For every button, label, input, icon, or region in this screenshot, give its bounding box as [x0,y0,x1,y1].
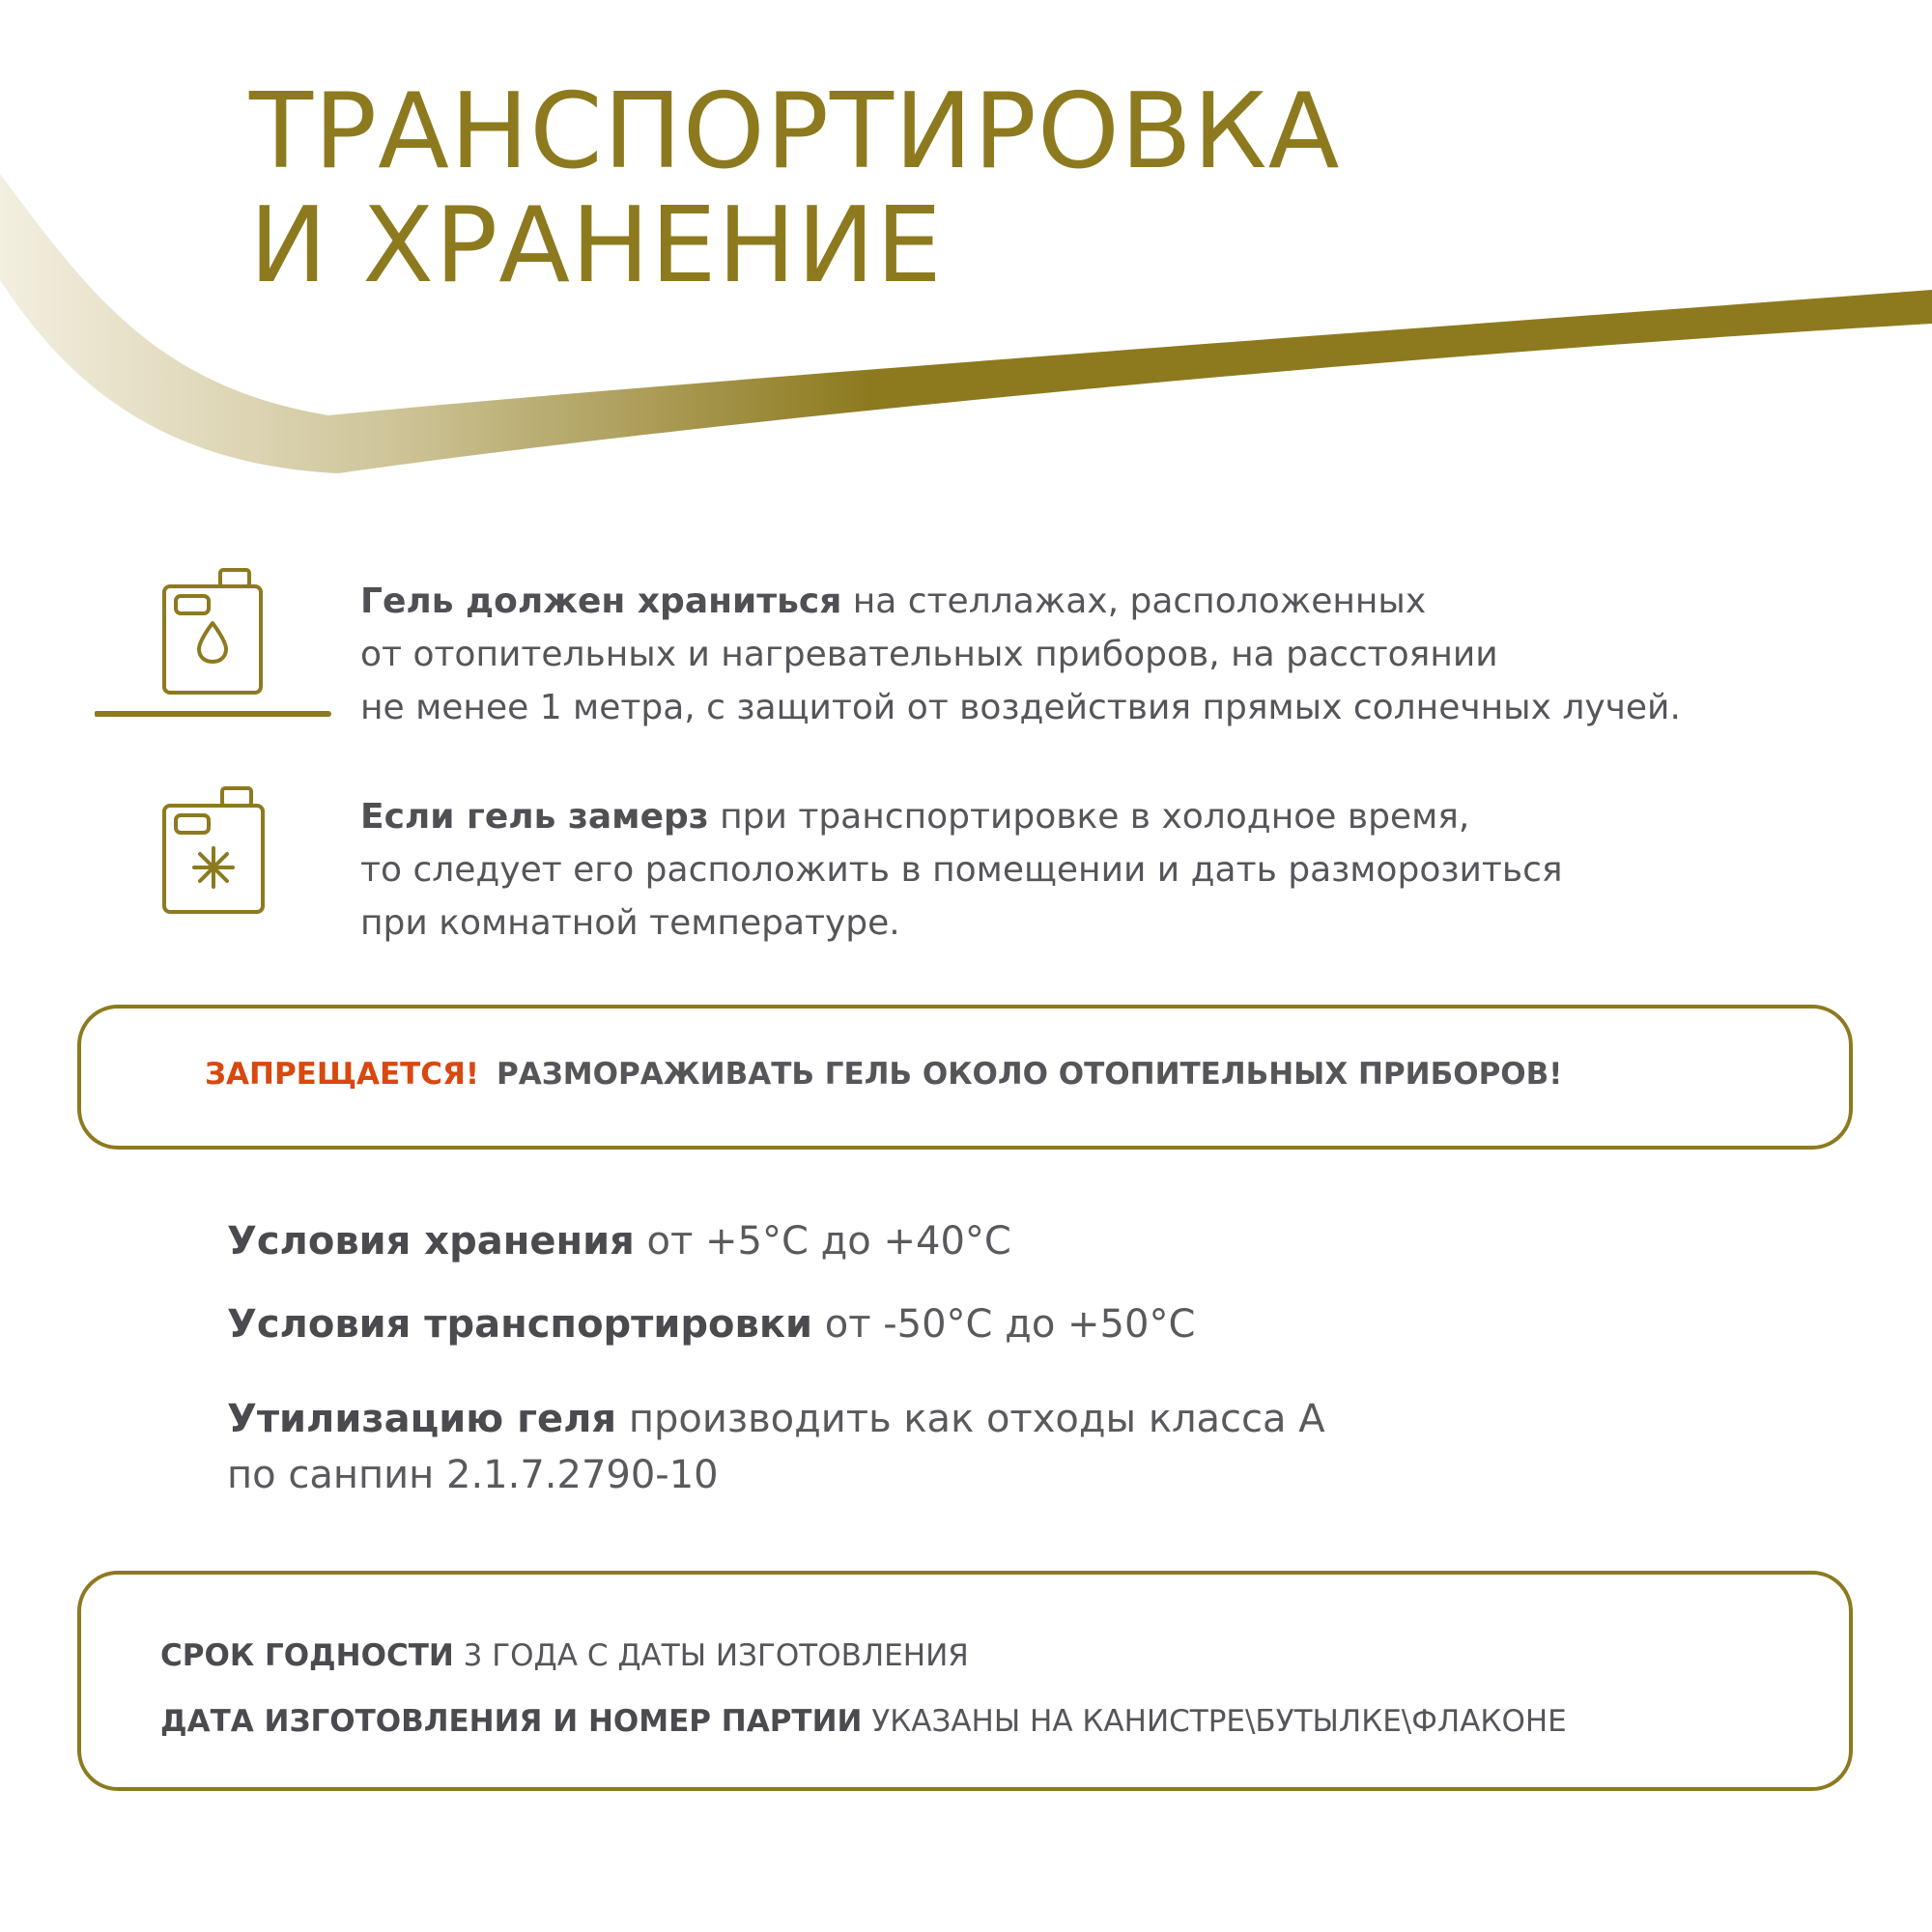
shelf-life-line [160,1638,969,1673]
shelf-life-label: СРОК ГОДНОСТИ [160,1638,454,1673]
title-line-1: ТРАНСПОРТИРОВКА [249,71,1341,192]
warning-text [205,1057,1562,1092]
frozen-info-line2: то следует его расположить в помещении и дать разморозиться [360,850,1563,890]
disposal-value: производить как отходы класса А [616,1397,1325,1441]
transport-conditions [227,1296,1195,1352]
storage-info-frozen [360,790,1563,950]
storage-info-line1: на стеллажах, расположенных [841,582,1427,621]
title-line-2: И ХРАНЕНИЕ [249,185,943,306]
disposal-conditions [227,1391,1325,1503]
storage-conditions-label: Условия хранения [227,1219,635,1264]
manufacture-date-label: ДАТА ИЗГОТОВЛЕНИЯ И НОМЕР ПАРТИИ [160,1704,863,1739]
disposal-line2: по санпин 2.1.7.2790-10 [227,1453,719,1497]
frozen-info-line1: при транспортировке в холодное время, [708,797,1470,837]
page-title [249,71,1341,306]
canister-snowflake-icon [155,782,270,937]
manufacture-date-value: УКАЗАНЫ НА КАНИСТРЕ\БУТЫЛКЕ\ФЛАКОНЕ [862,1704,1567,1739]
warning-label: ЗАПРЕЩАЕТСЯ! [205,1057,480,1092]
transport-conditions-label: Условия транспортировки [227,1302,812,1347]
frozen-info-line3: при комнатной температуре. [360,903,900,943]
disposal-label: Утилизацию геля [227,1397,617,1441]
storage-info-shelving [360,575,1681,734]
storage-info-line3: не менее 1 метра, с защитой от воздействия прямых солнечных лучей. [360,688,1681,727]
manufacture-date-line [160,1704,1567,1739]
frozen-info-bold: Если гель замерз [360,797,709,837]
warning-message: РАЗМОРАЖИВАТЬ ГЕЛЬ ОКОЛО ОТОПИТЕЛЬНЫХ ПРИБОРОВ! [497,1057,1563,1092]
storage-conditions-value: от +5°С до +40°С [634,1219,1011,1264]
storage-info-bold: Гель должен храниться [360,582,842,621]
transport-conditions-value: от -50°С до +50°С [812,1302,1196,1347]
shelf-life-value: 3 ГОДА С ДАТЫ ИЗГОТОВЛЕНИЯ [453,1638,969,1673]
storage-conditions [227,1213,1011,1269]
storage-info-line2: от отопительных и нагревательных приборов, на расстоянии [360,635,1498,674]
shelf-life-box [77,1571,1853,1791]
warning-box [77,1005,1853,1150]
canister-drop-icon [95,565,331,720]
